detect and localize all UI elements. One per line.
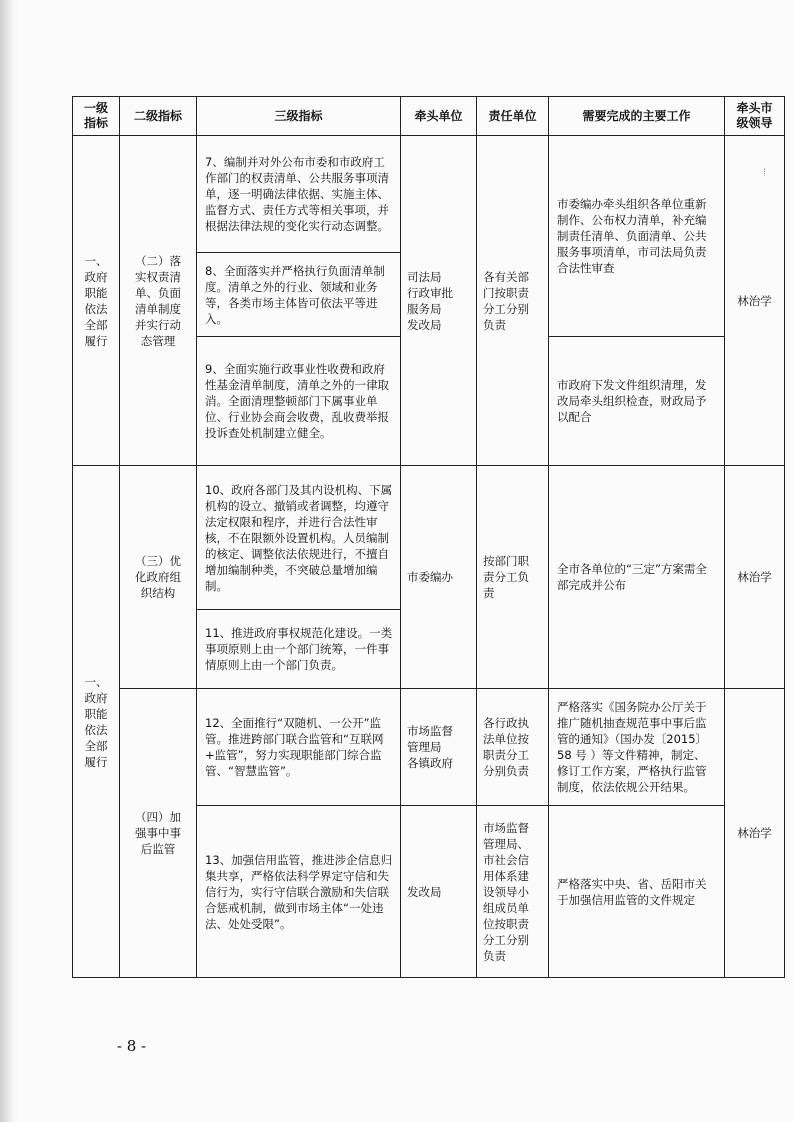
level2-cell: （二）落 实权责清 单、负面 清单制度 并实行动 态管理 — [120, 136, 197, 466]
scan-edge-shadow — [0, 0, 18, 1122]
scan-mark: ⁝ — [763, 167, 767, 178]
policy-table — [72, 96, 785, 978]
level2-cell: （三）优 化政府组 织结构 — [120, 466, 197, 689]
header-level1: 一级 指标 — [73, 97, 120, 136]
level3-item-9: 9、全面实施行政事业性收费和政府性基金清单制度，清单之外的一律取消。全面清理整顿部门下属事业单位、行业协会商会收费，乱收费举报投诉查处机制建立健全。 — [197, 337, 401, 466]
level3-item-10: 10、政府各部门及其内设机构、下属机构的设立、撤销或者调整，均遵守法定权限和程序，并进行合法性审核，不在限额外设置机构。人员编制的核定、调整依法依规进行，不擅自增加编制种类，不突破总量增加编制。 — [197, 466, 401, 610]
responsible-unit-cell: 各行政执 法单位按 职责分工 分别负责 — [477, 689, 549, 806]
header-level3: 三级指标 — [197, 97, 401, 136]
table-header-row — [73, 97, 785, 136]
city-leader-cell: 林治学 — [725, 466, 785, 689]
lead-unit-cell: 市场监督 管理局 各镇政府 — [401, 689, 477, 806]
main-work-cell: 市政府下发文件组织清理，发改局牵头组织检查，财政局予以配合 — [549, 337, 725, 466]
responsible-unit-cell: 市场监督 管理局、 市社会信 用体系建 设领导小 组成员单 位按职责 分工分别 负责 — [477, 806, 549, 978]
level3-item-8: 8、全面落实并严格执行负面清单制度。清单之外的行业、领域和业务等，各类市场主体皆可依法平等进入。 — [197, 253, 401, 337]
lead-unit-cell: 司法局 行政审批 服务局 发改局 — [401, 136, 477, 466]
level1-cell: 一、 政府 职能 依法 全部 履行 — [73, 136, 120, 466]
header-main-work: 需要完成的主要工作 — [549, 97, 725, 136]
city-leader-cell: 林治学 — [725, 689, 785, 978]
level2-cell: （四）加 强事中事 后监管 — [120, 689, 197, 978]
header-city-leader: 牵头市 级领导 — [725, 97, 785, 136]
table-row — [73, 136, 785, 253]
lead-unit-cell: 市委编办 — [401, 466, 477, 689]
level3-item-7: 7、编制并对外公布市委和市政府工作部门的权责清单、公共服务事项清单，逐一明确法律依据、实施主体、监督方式、责任方式等相关事项，并根据法律法规的变化实行动态调整。 — [197, 136, 401, 253]
city-leader-cell: 林治学 — [725, 136, 785, 466]
page-number: - 8 - — [116, 1037, 147, 1055]
main-work-cell: 严格落实《国务院办公厅关于推广随机抽查规范事中事后监管的通知》（国办发〔2015〕58 号 ）等文件精神，制定、修订工作方案，严格执行监管制度，依法依规公开结果。 — [549, 689, 725, 806]
header-lead-unit: 牵头单位 — [401, 97, 477, 136]
level1-cell: 一、 政府 职能 依法 全部 履行 — [73, 466, 120, 978]
lead-unit-cell: 发改局 — [401, 806, 477, 978]
main-work-cell: 全市各单位的“三定”方案需全部完成并公布 — [549, 466, 725, 689]
responsible-unit-cell: 按部门职 责分工负 责 — [477, 466, 549, 689]
table-row — [73, 466, 785, 610]
main-work-cell: 严格落实中央、省、岳阳市关于加强信用监管的文件规定 — [549, 806, 725, 978]
main-work-cell: 市委编办牵头组织各单位重新制作、公布权力清单，补充编制责任清单、负面清单、公共服务事项清单，市司法局负责合法性审查 — [549, 136, 725, 337]
level3-item-11: 11、推进政府事权规范化建设。一类事项原则上由一个部门统筹，一件事情原则上由一个部门负责。 — [197, 610, 401, 689]
level3-item-13: 13、加强信用监管，推进涉企信息归集共享，严格依法科学界定守信和失信行为，实行守信联合激励和失信联合惩戒机制，做到市场主体“一处违法、处处受限”。 — [197, 806, 401, 978]
responsible-unit-cell: 各有关部 门按职责 分工分别 负责 — [477, 136, 549, 466]
table-row — [73, 689, 785, 806]
header-responsible-unit: 责任单位 — [477, 97, 549, 136]
header-level2: 二级指标 — [120, 97, 197, 136]
level3-item-12: 12、全面推行“双随机、一公开”监管。推进跨部门联合监管和“互联网+监管”，努力实现职能部门综合监管、“智慧监管”。 — [197, 689, 401, 806]
